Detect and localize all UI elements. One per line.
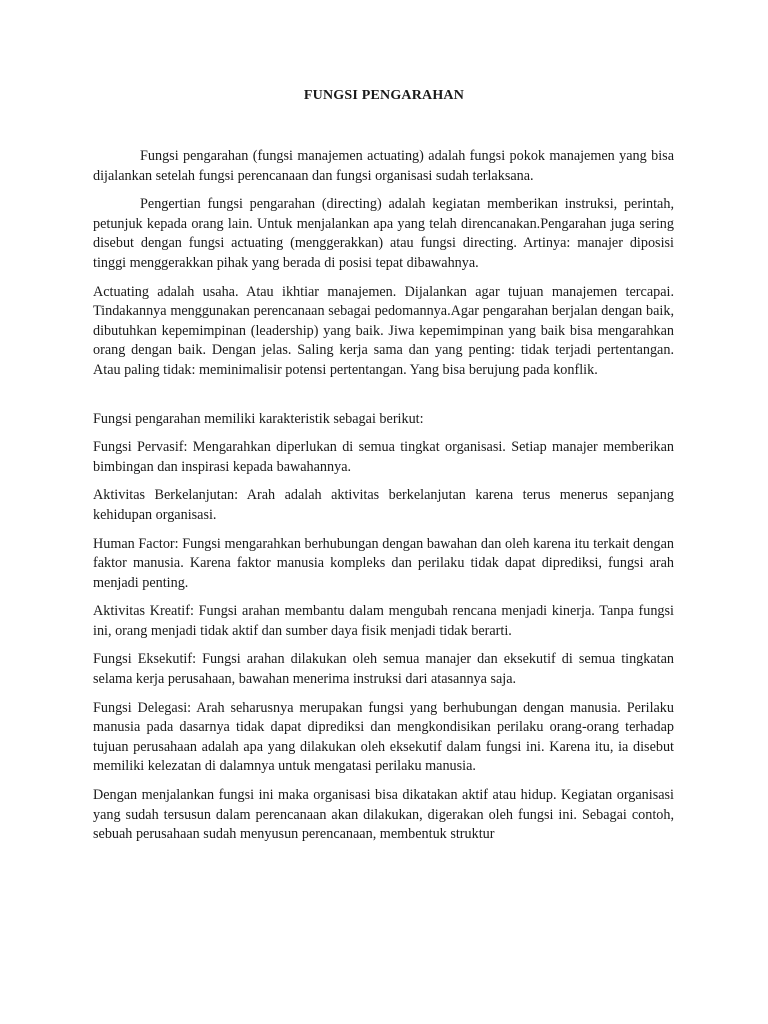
- paragraph-creative-activity: Aktivitas Kreatif: Fungsi arahan membantu dalam mengubah rencana menjadi kinerja. Tanpa fungsi ini, orang menjadi tidak aktif dan sumber daya fisik menjadi tidak berarti.: [93, 603, 674, 639]
- page-title: FUNGSI PENGARAHAN: [303, 88, 465, 103]
- paragraph-pervasive-function: Fungsi Pervasif: Mengarahkan diperlukan di semua tingkat organisasi. Setiap manajer memberikan bimbingan dan inspirasi kepada bawahannya.: [93, 439, 674, 475]
- paragraph-executive-function: Fungsi Eksekutif: Fungsi arahan dilakukan oleh semua manajer dan eksekutif di semua tingkatan selama kerja perusahaan, bawahan menerima instruksi dari atasannya saja.: [93, 651, 674, 688]
- paragraph-human-factor: Human Factor: Fungsi mengarahkan berhubungan dengan bawahan dan oleh karena itu terkait dengan faktor manusia. Karena faktor manusia kompleks dan perilaku tidak dapat diprediksi, fungsi arah menjadi penting.: [93, 535, 674, 591]
- paragraph-intro: Fungsi pengarahan (fungsi manajemen actuating) adalah fungsi pokok manajemen yang bisa dijalankan setelah fungsi perencanaan dan fungsi organisasi sudah terlaksana.: [93, 148, 674, 184]
- paragraph-continuous-activity: Aktivitas Berkelanjutan: Arah adalah aktivitas berkelanjutan karena terus menerus sepanjang kehidupan organisasi.: [93, 487, 674, 523]
- paragraph-organization-active: Dengan menjalankan fungsi ini maka organisasi bisa dikatakan aktif atau hidup. Kegiatan organisasi yang sudah tersusun dalam perencanaan akan dilakukan, digerakan oleh fungsi ini. Sebagai contoh, sebuah perusahaan sudah menyusun perencanaan, membentuk struktur: [93, 787, 674, 843]
- paragraph-actuating: Actuating adalah usaha. Atau ikhtiar manajemen. Dijalankan agar tujuan manajemen tercapai. Tindakannya menggunakan perencanaan sebagai pedomannya.Agar pengarahan berjalan dengan baik, dibutuhkan kepemimpinan (leadership) yang baik. Jiwa kepemimpinan yang baik bisa mengarahkan orang dengan baik. Dengan jelas. Saling kerja sama dan yang penting: tidak terjadi pertentangan. Atau paling tidak: meminimalisir potensi pertentangan. Yang bisa berujung pada konflik.: [93, 283, 674, 378]
- paragraph-characteristics-intro: Fungsi pengarahan memiliki karakteristik sebagai berikut:: [93, 410, 424, 427]
- document-body: [93, 147, 674, 854]
- paragraph-directing-definition: Pengertian fungsi pengarahan (directing) adalah kegiatan memberikan instruksi, perintah, petunjuk kepada orang lain. Untuk menjalankan apa yang telah direncanakan.Pengarahan juga sering disebut dengan fungsi actuating (menggerakkan) atau fungsi directing. Artinya: manajer diposisi tinggi menggerakkan pihak yang berada di posisi tepat dibawahnya.: [93, 196, 674, 271]
- paragraph-delegation-function: Fungsi Delegasi: Arah seharusnya merupakan fungsi yang berhubungan dengan manusia. Perilaku manusia pada dasarnya tidak dapat diprediksi dan mengkondisikan perilaku orang-orang terhadap tujuan perusahaan adalah apa yang dilakukan oleh eksekutif dalam fungsi ini. Karena itu, ia disebut memiliki kelezatan di dalamnya untuk mengatasi perilaku manusia.: [93, 699, 674, 775]
